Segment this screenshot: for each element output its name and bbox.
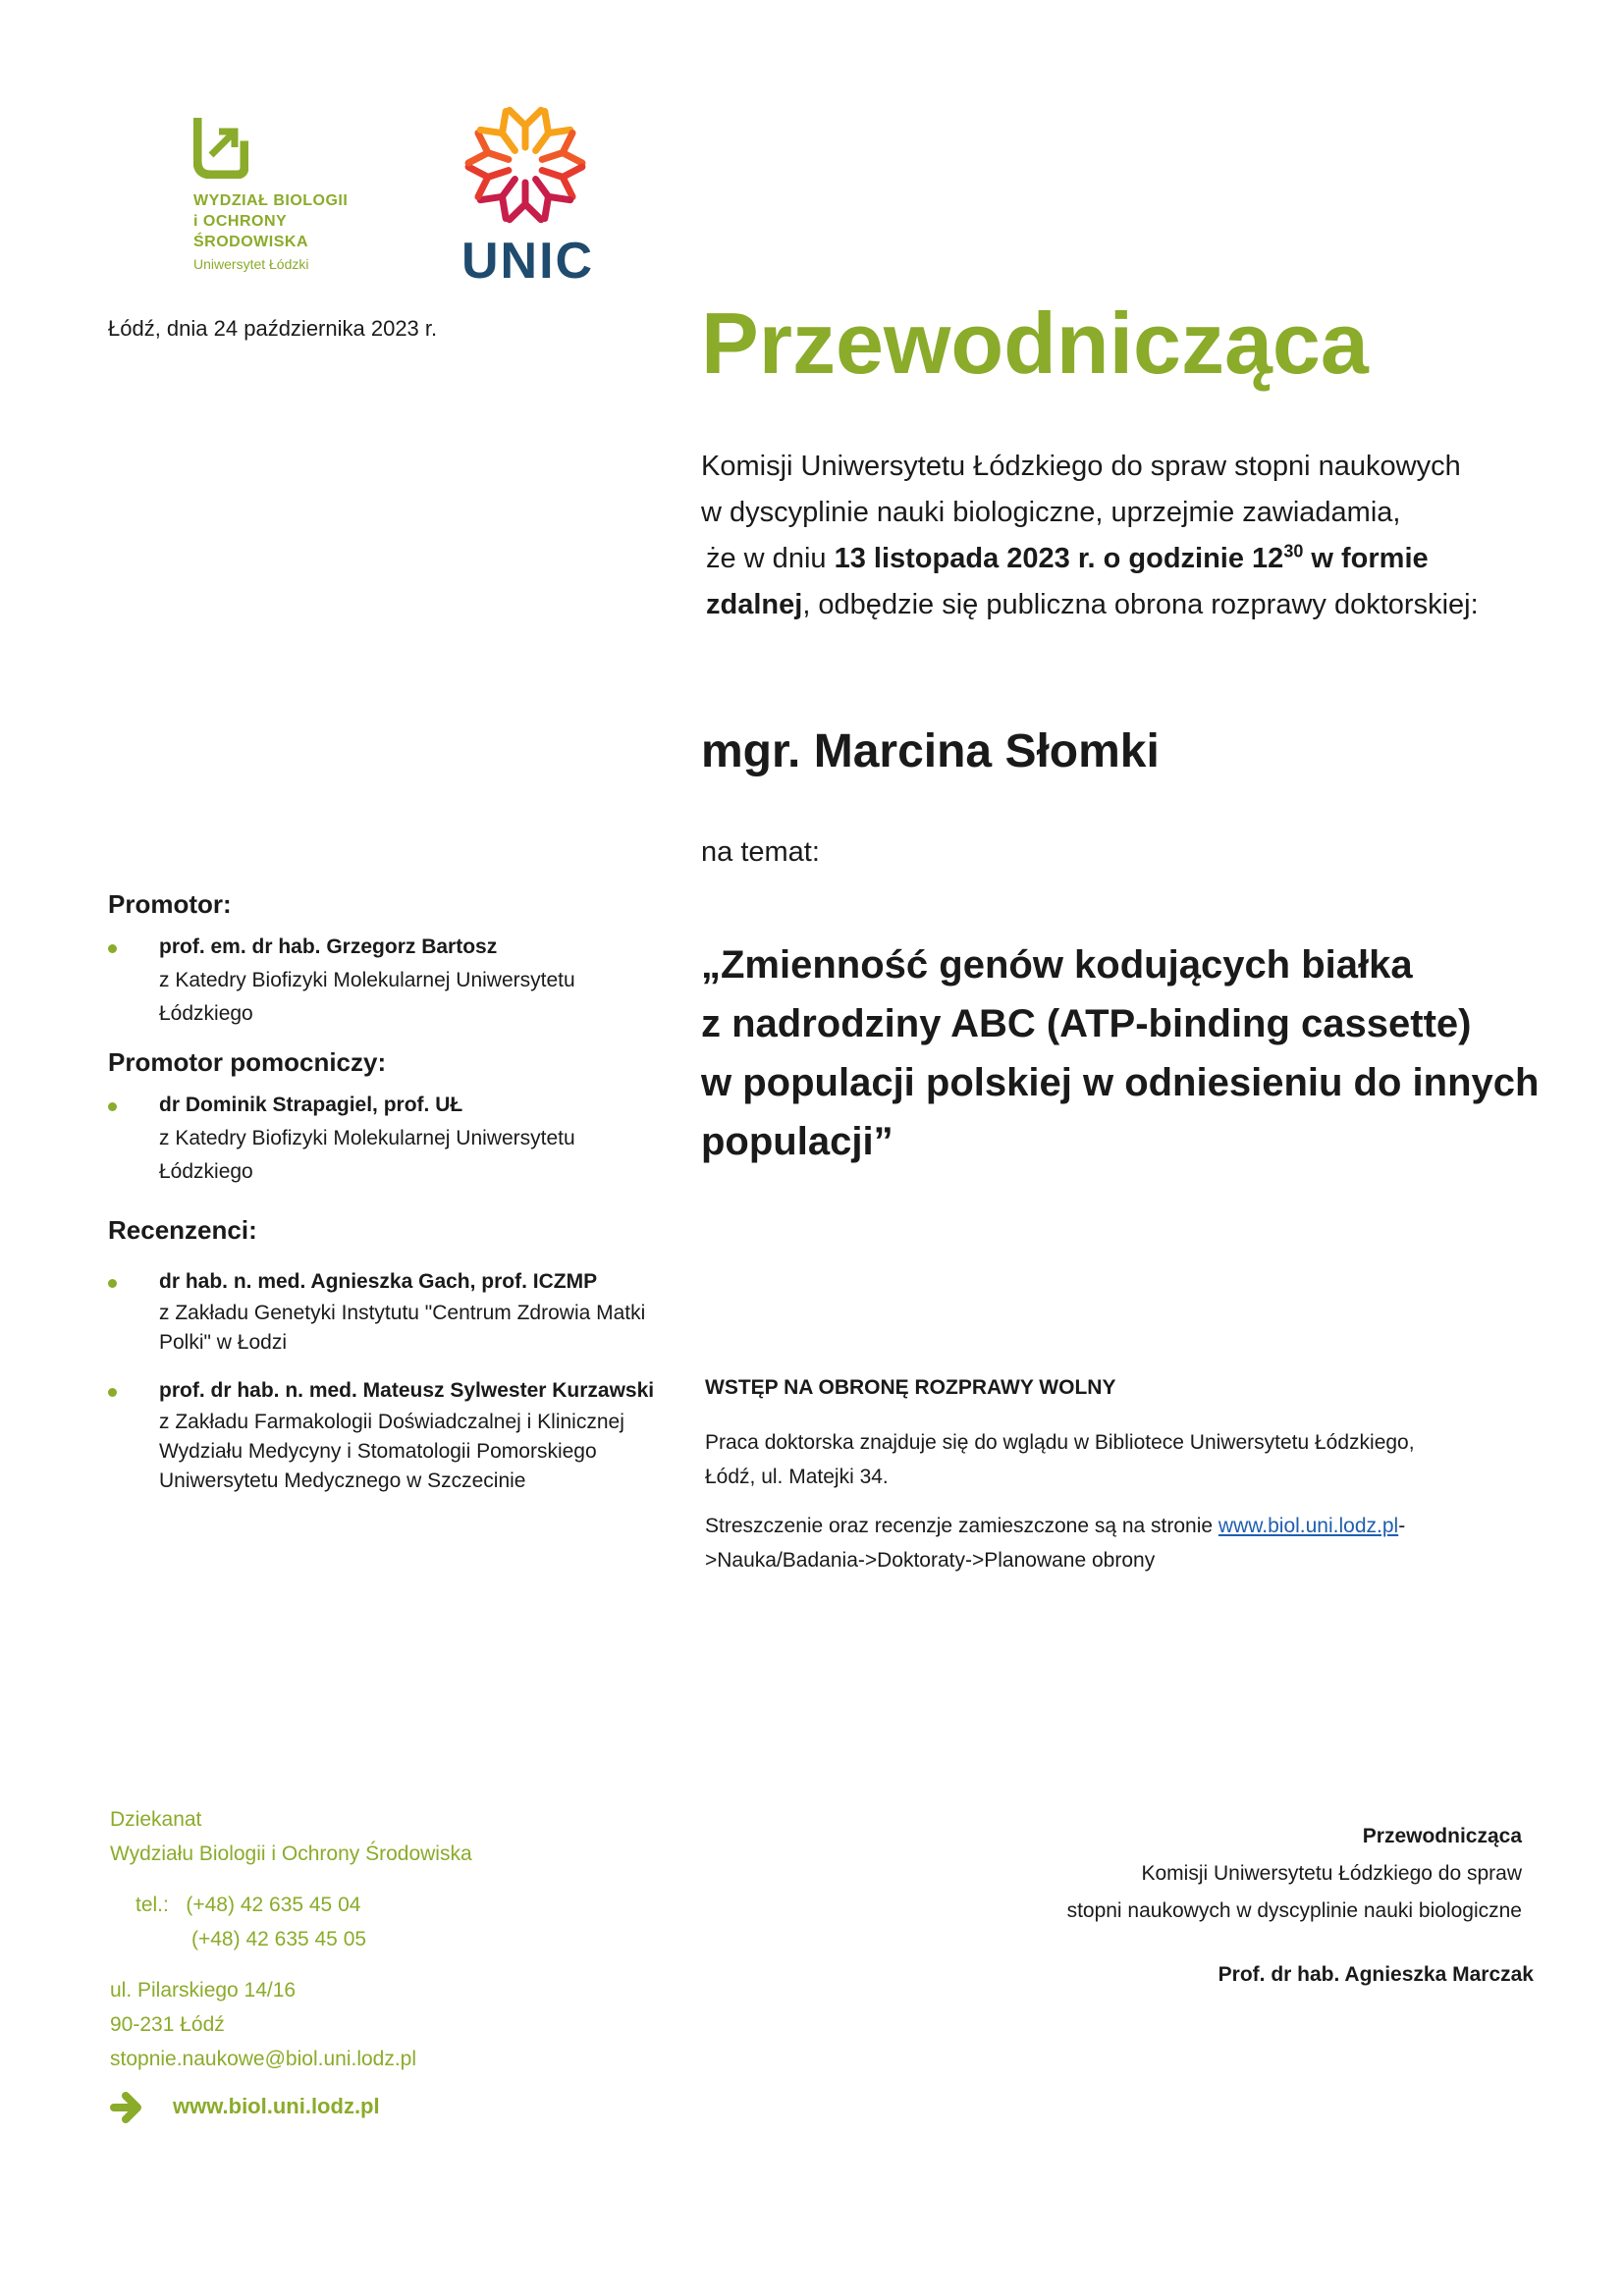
entry-library-line1: Praca doktorska znajduje się do wglądu w Bibliotece Uniwersytetu Łódzkiego, bbox=[705, 1431, 1415, 1454]
footer-website-link[interactable]: www.biol.uni.lodz.pl bbox=[173, 2093, 380, 2118]
unic-ray bbox=[545, 196, 549, 218]
topic-label: na temat: bbox=[701, 836, 820, 868]
signature-heading: Przewodnicząca bbox=[1362, 1825, 1522, 1847]
bullet-icon bbox=[108, 1279, 117, 1288]
intro-line3-prefix: że w dniu bbox=[706, 543, 835, 574]
unic-star-icon bbox=[461, 103, 589, 227]
reviewer-name: dr hab. n. med. Agnieszka Gach, prof. ICZMP bbox=[159, 1270, 598, 1293]
unic-logo-word: UNIC bbox=[461, 233, 595, 290]
arrow-right-icon bbox=[110, 2091, 143, 2124]
footer-phone-line1 bbox=[135, 1888, 660, 1922]
faculty-logo-line4: Uniwersytet Łódzki bbox=[193, 256, 309, 272]
document-date: Łódź, dnia 24 października 2023 r. bbox=[108, 316, 438, 341]
footer-city: 90-231 Łódź bbox=[110, 2013, 225, 2036]
promotor-pomocniczy-affiliation-line1: z Katedry Biofizyki Molekularnej Uniwersytetu bbox=[159, 1127, 575, 1149]
faculty-logo-line3: ŚRODOWISKA bbox=[193, 234, 308, 250]
entry-library-note bbox=[705, 1425, 1549, 1494]
entry-library-line2: Łódź, ul. Matejki 34. bbox=[705, 1466, 889, 1488]
reviewer-affiliation-line1: z Zakładu Farmakologii Doświadczalnej i Klinicznej bbox=[159, 1411, 624, 1433]
unic-logo bbox=[461, 103, 595, 290]
faculty-website-link[interactable]: www.biol.uni.lodz.pl bbox=[1218, 1515, 1399, 1537]
candidate-name: mgr. Marcina Słomki bbox=[701, 725, 1160, 777]
promotor-name: prof. em. dr hab. Grzegorz Bartosz bbox=[159, 935, 498, 958]
entry-summary-line1 bbox=[705, 1509, 1549, 1543]
promotor-pomocniczy-heading: Promotor pomocniczy: bbox=[108, 1047, 387, 1077]
faculty-logo-line2: i OCHRONY bbox=[193, 213, 288, 230]
defense-form: zdalnej bbox=[706, 589, 803, 620]
signature-line1: Komisji Uniwersytetu Łódzkiego do spraw bbox=[1141, 1862, 1522, 1885]
unic-ray bbox=[468, 167, 488, 177]
footer-dean-office: Dziekanat bbox=[110, 1808, 202, 1831]
entry-summary-prefix: Streszczenie oraz recenzje zamieszczone są na stronie bbox=[705, 1515, 1218, 1537]
footer-website bbox=[110, 2091, 380, 2124]
unic-ray bbox=[478, 133, 488, 153]
reviewer-entry bbox=[108, 1374, 707, 1496]
reviewer-affiliation-line3: Uniwersytetu Medycznego w Szczecinie bbox=[159, 1469, 526, 1492]
promotor-pomocniczy-name: dr Dominik Strapagiel, prof. UŁ bbox=[159, 1094, 463, 1116]
faculty-logo-line1: WYDZIAŁ BIOLOGII bbox=[193, 192, 349, 209]
defense-minutes: 30 bbox=[1283, 541, 1304, 561]
signer-name: Prof. dr hab. Agnieszka Marczak bbox=[1218, 1963, 1534, 1986]
thesis-title-line2: z nadrodziny ABC (ATP-binding cassette) bbox=[701, 1002, 1472, 1045]
faculty-logo bbox=[193, 118, 370, 274]
signature-block bbox=[933, 1818, 1522, 1930]
unic-ray bbox=[510, 204, 525, 220]
footer-tel-label: tel.: bbox=[135, 1894, 169, 1916]
unic-ray bbox=[502, 111, 506, 133]
footer-email[interactable]: stopnie.naukowe@biol.uni.lodz.pl bbox=[110, 2048, 417, 2070]
bullet-icon bbox=[108, 1388, 117, 1397]
intro-line1: Komisji Uniwersytetu Łódzkiego do spraw stopni naukowych bbox=[701, 451, 1461, 482]
reviewer-affiliation-line2: Polki" w Łodzi bbox=[159, 1331, 288, 1354]
promotor-affiliation-line2: Łódzkiego bbox=[159, 1002, 253, 1025]
entry-heading: WSTĘP NA OBRONĘ ROZPRAWY WOLNY bbox=[705, 1376, 1116, 1399]
defense-date-time: 13 listopada 2023 r. o godzinie 12 bbox=[834, 543, 1284, 574]
footer-faculty-name: Wydziału Biologii i Ochrony Środowiska bbox=[110, 1842, 472, 1865]
intro-line3 bbox=[701, 536, 1545, 582]
page-title: Przewodnicząca bbox=[701, 294, 1369, 392]
faculty-logo-mark-icon bbox=[193, 118, 248, 179]
unic-ray bbox=[480, 196, 502, 199]
thesis-title-line3: w populacji polskiej w odniesieniu do innych bbox=[701, 1061, 1540, 1104]
recenzenci-heading: Recenzenci: bbox=[108, 1215, 257, 1245]
promotor-pomocniczy-affiliation-line2: Łódzkiego bbox=[159, 1160, 253, 1183]
thesis-title bbox=[701, 935, 1565, 1171]
thesis-title-line4: populacji” bbox=[701, 1120, 893, 1163]
reviewer-affiliation-line1: z Zakładu Genetyki Instytutu "Centrum Zdrowia Matki bbox=[159, 1302, 646, 1324]
entry-summary-line2: >Nauka/Badania->Doktoraty->Planowane obrony bbox=[705, 1549, 1156, 1572]
reviewer-affiliation-line2: Wydziału Medycyny i Stomatologii Pomorskiego bbox=[159, 1440, 597, 1463]
promotor-pomocniczy-entry bbox=[108, 1089, 707, 1189]
footer-street: ul. Pilarskiego 14/16 bbox=[110, 1979, 297, 2002]
promotor-affiliation-line1: z Katedry Biofizyki Molekularnej Uniwersytetu bbox=[159, 969, 575, 991]
unic-ray bbox=[525, 110, 541, 126]
footer-phone-1: (+48) 42 635 45 04 bbox=[186, 1894, 361, 1916]
promotor-heading: Promotor: bbox=[108, 889, 232, 919]
promotor-entry bbox=[108, 931, 707, 1031]
unic-ray bbox=[563, 177, 572, 196]
defense-form-prefix: w formie bbox=[1303, 543, 1429, 574]
announcement-intro bbox=[701, 444, 1545, 628]
intro-line4-rest: , odbędzie się publiczna obrona rozprawy doktorskiej: bbox=[802, 589, 1479, 620]
reviewer-entry bbox=[108, 1265, 707, 1358]
footer-phone-2: (+48) 42 635 45 05 bbox=[191, 1928, 367, 1950]
unic-ray bbox=[563, 153, 582, 163]
intro-line2: w dyscyplinie nauki biologiczne, uprzejmie zawiadamia, bbox=[701, 497, 1401, 528]
entry-summary-dash: - bbox=[1398, 1515, 1406, 1537]
entry-summary-note bbox=[705, 1509, 1549, 1577]
footer-contact bbox=[110, 1802, 660, 2076]
unic-ray bbox=[549, 130, 570, 133]
reviewer-name: prof. dr hab. n. med. Mateusz Sylwester Kurzawski bbox=[159, 1379, 655, 1402]
bullet-icon bbox=[108, 944, 117, 953]
thesis-title-line1: „Zmienność genów kodujących białka bbox=[701, 943, 1413, 987]
intro-line4 bbox=[701, 582, 1545, 628]
bullet-icon bbox=[108, 1102, 117, 1111]
signature-line2: stopni naukowych w dyscyplinie nauki biologiczne bbox=[1066, 1899, 1522, 1922]
